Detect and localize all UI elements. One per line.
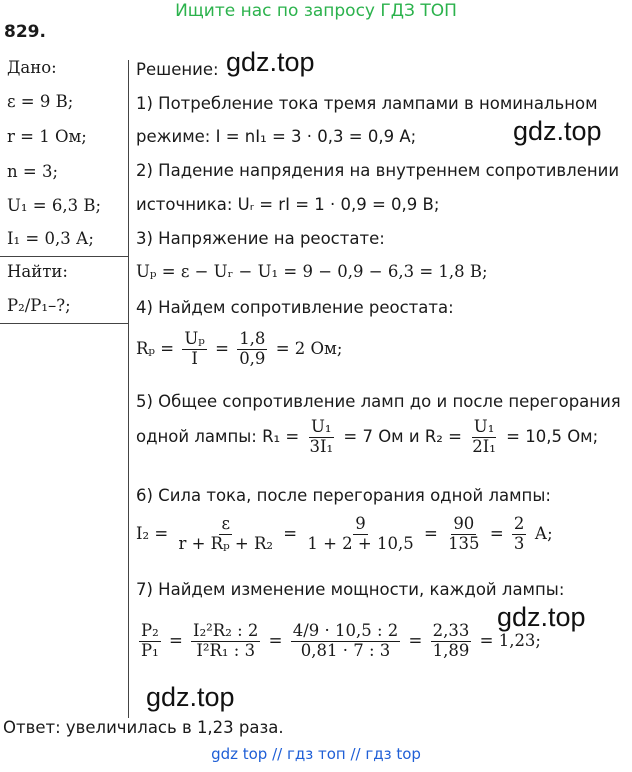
numerator: 9 — [355, 514, 366, 533]
denominator: 0,9 — [239, 348, 266, 368]
given-item: I₁ = 0,3 А; — [7, 229, 94, 248]
denominator: 3I₁ — [309, 436, 334, 456]
answer: Ответ: увеличилась в 1,23 раза. — [3, 718, 284, 737]
formula-current — [136, 515, 553, 554]
denominator: 135 — [448, 533, 480, 553]
formula-power-ratio — [136, 622, 541, 661]
f7-rhs: = 1,23; — [479, 630, 541, 650]
denominator: 1 + 2 + 10,5 — [307, 533, 414, 553]
problem-number: 829. — [4, 22, 46, 42]
f4-rhs: = 2 Ом; — [275, 338, 343, 358]
watermark: gdz.top — [513, 116, 602, 146]
fraction — [446, 515, 482, 554]
numerator: 2,33 — [432, 621, 470, 640]
denominator: I²R₁ : 3 — [196, 640, 256, 660]
given-item: ε = 9 В; — [7, 92, 74, 111]
numerator: 4/9 · 10,5 : 2 — [292, 621, 399, 640]
denominator: r + Rₚ + R₂ — [178, 533, 274, 553]
footer-links[interactable]: gdz top // гдз топ // гдз top — [211, 745, 421, 763]
numerator: 90 — [453, 514, 475, 533]
numerator: U₁ — [311, 417, 332, 436]
step-4: 4) Найдем сопротивление реостата: — [136, 298, 454, 317]
fraction — [307, 418, 335, 457]
f6-lhs: I₂ = — [136, 523, 169, 543]
find-value: P₂/P₁–?; — [7, 296, 71, 315]
numerator: I₂²R₂ : 2 — [193, 621, 259, 640]
fraction — [191, 622, 260, 661]
watermark: gdz.top — [497, 602, 586, 632]
equals: = — [268, 630, 283, 650]
equals: = — [215, 338, 229, 358]
given-item: r = 1 Ом; — [7, 127, 87, 146]
watermark: gdz.top — [226, 47, 315, 77]
step-5: 5) Общее сопротивление ламп до и после перегорания — [136, 392, 621, 411]
fraction — [305, 515, 415, 554]
step-7: 7) Найдем изменение мощности, каждой лампы: — [136, 580, 565, 599]
f6-unit: А; — [534, 523, 553, 543]
watermark: gdz.top — [146, 682, 235, 712]
given-title: Дано: — [7, 58, 57, 77]
numerator: 2 — [513, 514, 525, 533]
numerator: P₂ — [141, 621, 159, 640]
find-title: Найти: — [7, 262, 68, 281]
equals: = — [168, 630, 183, 650]
step-2-line-b: источника: Uᵣ = rI = 1 · 0,9 = 0,9 В; — [136, 195, 440, 214]
denominator: 1,89 — [432, 640, 470, 660]
denominator: 3 — [513, 533, 525, 553]
numerator: U₁ — [473, 417, 495, 436]
given-item: n = 3; — [7, 162, 58, 181]
fraction — [182, 330, 207, 369]
equals: = — [489, 523, 504, 543]
step-6: 6) Сила тока, после перегорания одной лампы: — [136, 486, 551, 505]
f5-rhs: = 10,5 Ом; — [506, 426, 599, 446]
divider-given-find — [0, 256, 128, 257]
f4-lhs: Rₚ = — [136, 338, 175, 358]
f5-pre: одной лампы: R₁ = — [136, 426, 300, 446]
search-banner: Ищите нас по запросу ГДЗ ТОП — [175, 1, 457, 21]
divider-find-end — [0, 323, 128, 324]
step-3: 3) Напряжение на реостате: — [136, 229, 385, 248]
fraction — [139, 622, 161, 661]
numerator: 1,8 — [239, 329, 266, 348]
step-1-line-a: 1) Потребление тока тремя лампами в номинальном — [136, 94, 598, 113]
solution-title: Решение: — [136, 60, 219, 79]
denominator: 0,81 · 7 : 3 — [300, 640, 391, 660]
denominator: I — [191, 348, 198, 368]
fraction — [176, 515, 275, 554]
fraction — [431, 622, 472, 661]
formula-lamp-resistance — [136, 418, 598, 457]
fraction — [237, 330, 267, 369]
equals: = — [283, 523, 298, 543]
fraction — [291, 622, 401, 661]
equals: = — [423, 523, 438, 543]
f5-mid: = 7 Ом и R₂ = — [343, 426, 462, 446]
given-item: U₁ = 6,3 В; — [7, 196, 102, 215]
denominator: P₁ — [141, 640, 159, 660]
step-3-formula: Uₚ = ε − Uᵣ − U₁ = 9 − 0,9 − 6,3 = 1,8 В; — [136, 262, 488, 281]
step-1-line-b: режиме: I = nI₁ = 3 · 0,3 = 0,9 А; — [136, 127, 417, 146]
numerator: Uₚ — [184, 329, 205, 348]
step-2-line-a: 2) Падение напрядения на внутреннем сопротивлении — [136, 161, 620, 180]
fraction — [512, 515, 527, 554]
equals: = — [408, 630, 423, 650]
formula-rheostat-resistance — [136, 330, 342, 369]
divider-vertical — [128, 60, 129, 718]
denominator: 2I₁ — [472, 436, 496, 456]
fraction — [470, 418, 498, 457]
numerator: ε — [221, 514, 231, 533]
